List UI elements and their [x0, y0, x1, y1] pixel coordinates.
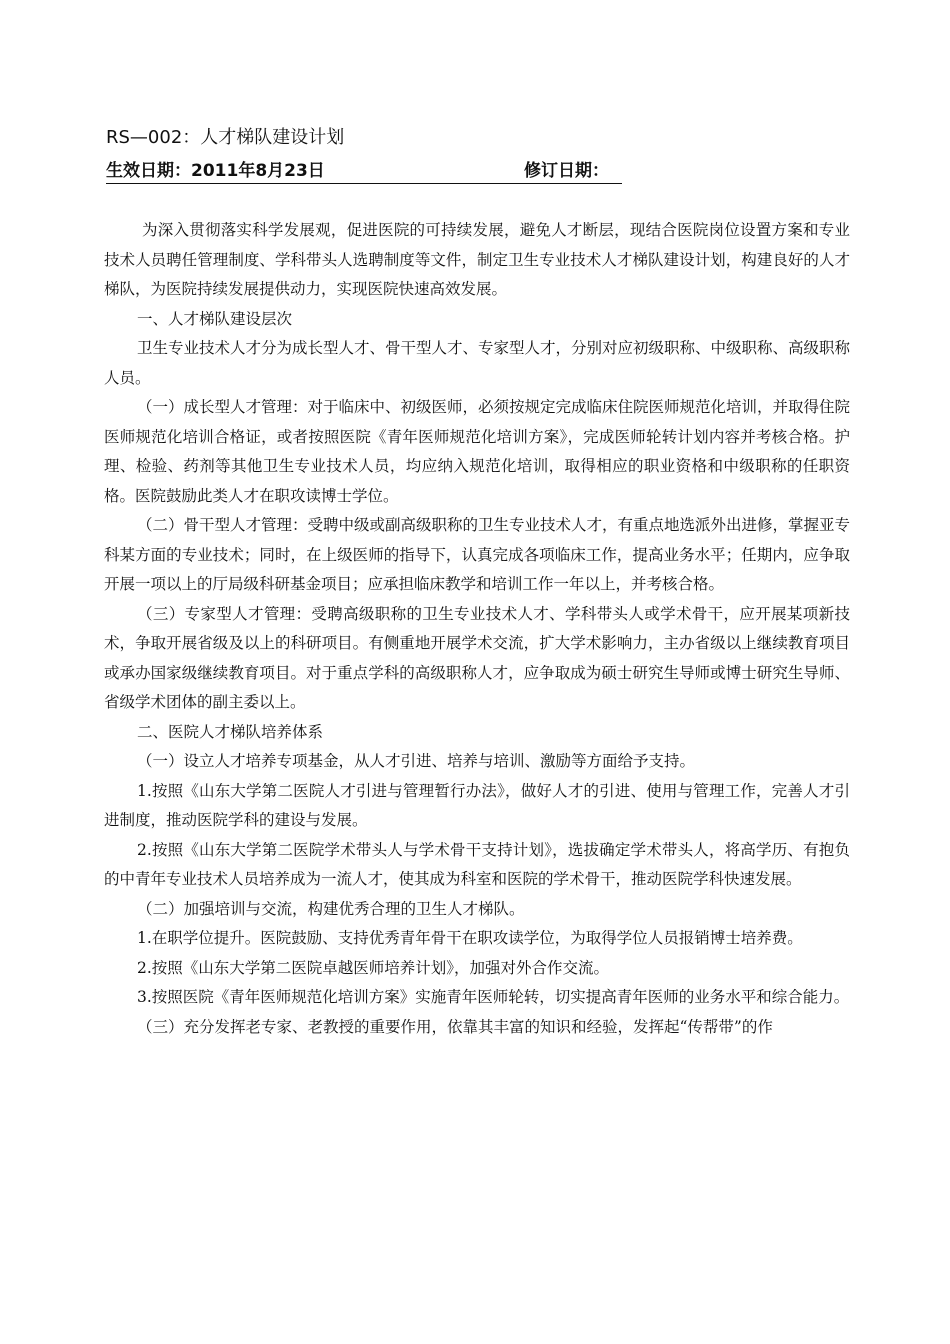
- paragraph: （三）专家型人才管理：受聘高级职称的卫生专业技术人才、学科带头人或学术骨干，应开展某项新技术，争取开展省级及以上的科研项目。有侧重地开展学术交流，扩大学术影响力，主办省级以上继续教育项目或承办国家级继续教育项目。对于重点学科的高级职称人才，应争取成为硕士研究生导师或博士研究生导师、省级学术团体的副主委以上。: [104, 604, 850, 711]
- paragraph: （一）成长型人才管理：对于临床中、初级医师，必须按规定完成临床住院医师规范化培训，并取得住院医师规范化培训合格证，或者按照医院《青年医师规范化培训方案》，完成医师轮转计划内容并考核合格。护理、检验、药剂等其他卫生专业技术人员，均应纳入规范化培训，取得相应的职业资格和中级职称的任职资格。医院鼓励此类人才在职攻读博士学位。: [104, 398, 851, 505]
- document-meta-line: [106, 159, 622, 184]
- intro-paragraph: 为深入贯彻落实科学发展观，促进医院的可持续发展，避免人才断层，现结合医院岗位设置方案和专业技术人员聘任管理制度、学科带头人选聘制度等文件，制定卫生专业技术人才梯队建设计划，构建良好的人才梯队，为医院持续发展提供动力，实现医院快速高效发展。: [104, 221, 850, 298]
- paragraph: 卫生专业技术人才分为成长型人才、骨干型人才、专家型人才，分别对应初级职称、中级职称、高级职称人员。: [104, 339, 851, 387]
- section-heading-1: 一、人才梯队建设层次: [137, 309, 293, 328]
- paragraph: 3.按照医院《青年医师规范化培训方案》实施青年医师轮转，切实提高青年医师的业务水平和综合能力。: [137, 988, 850, 1006]
- document-body: [104, 216, 850, 1042]
- paragraph: （一）设立人才培养专项基金，从人才引进、培养与培训、激励等方面给予支持。: [137, 752, 696, 770]
- paragraph: （二）加强培训与交流，构建优秀合理的卫生人才梯队。: [137, 899, 525, 918]
- paragraph: （三）充分发挥老专家、老教授的重要作用，依靠其丰富的知识和经验，发挥起“传帮带”的作: [137, 1017, 773, 1036]
- document-title: RS—002：人才梯队建设计划: [106, 127, 345, 148]
- paragraph: 2.按照《山东大学第二医院学术带头人与学术骨干支持计划》，选拔确定学术带头人，将高学历、有抱负的中青年专业技术人员培养成为一流人才，使其成为科室和医院的学术骨干，推动医院学科快速发展。: [104, 840, 850, 888]
- section-heading-2: 二、医院人才梯队培养体系: [137, 722, 324, 741]
- paragraph: 1.按照《山东大学第二医院人才引进与管理暂行办法》，做好人才的引进、使用与管理工作，完善人才引进制度，推动医院学科的建设与发展。: [104, 781, 850, 829]
- paragraph: 2.按照《山东大学第二医院卓越医师培养计划》，加强对外合作交流。: [137, 958, 610, 977]
- revision-date: 修订日期：: [524, 161, 609, 181]
- paragraph: （二）骨干型人才管理：受聘中级或副高级职称的卫生专业技术人才，有重点地选派外出进修，掌握亚专科某方面的专业技术；同时，在上级医师的指导下，认真完成各项临床工作，提高业务水平；任期内，应争取开展一项以上的厅局级科研基金项目；应承担临床教学和培训工作一年以上，并考核合格。: [104, 516, 851, 593]
- effective-date: 生效日期：2011年8月23日: [106, 161, 325, 181]
- paragraph: 1.在职学位提升。医院鼓励、支持优秀青年骨干在职攻读学位，为取得学位人员报销博士培养费。: [137, 929, 803, 947]
